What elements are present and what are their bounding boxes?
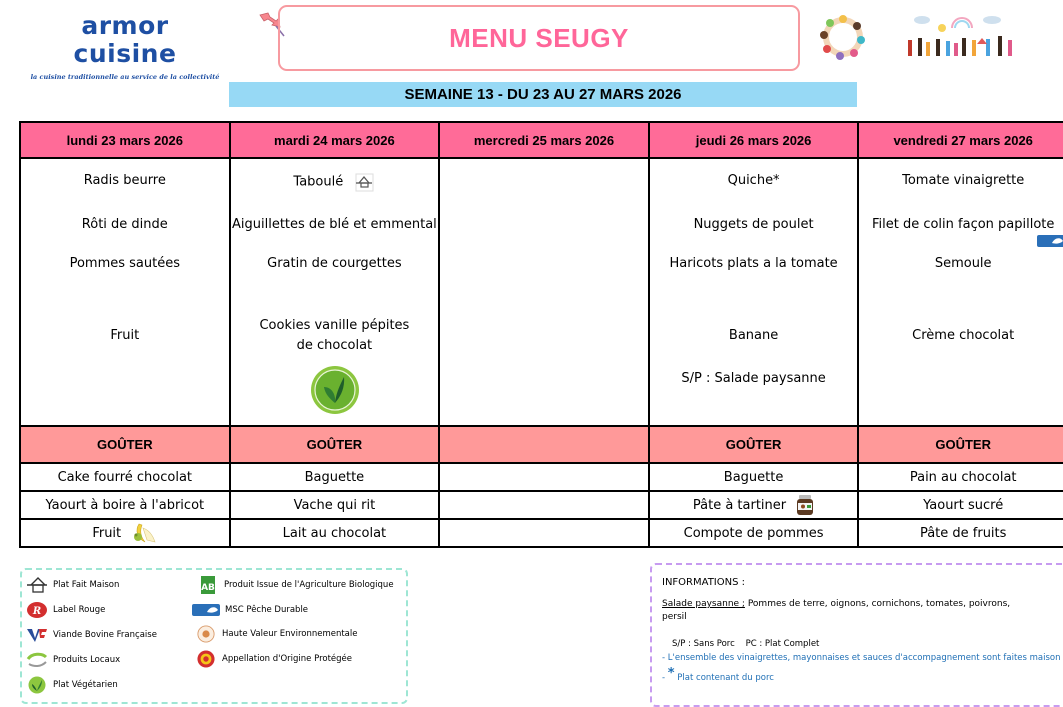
- legend-item: [26, 576, 119, 594]
- hve-icon: [195, 625, 217, 643]
- day-header-monday: lundi 23 mars 2026: [20, 122, 230, 158]
- info-note-homemade-sauces: - L'ensemble des vinaigrettes, mayonnaises et sauces d'accompagnement sont faites maison: [662, 653, 1061, 663]
- dish-side: Gratin de courgettes: [267, 256, 402, 271]
- legend-label: Produit Issue de l'Agriculture Biologique: [224, 580, 394, 590]
- dish-main: Rôti de dinde: [81, 217, 168, 232]
- info-salade-text2: persil: [662, 612, 687, 622]
- legend-item: [197, 576, 394, 594]
- logo-tagline: la cuisine traditionnelle au service de la collectivité: [30, 73, 220, 81]
- gouter-header-row: [20, 426, 1063, 463]
- title-box: [278, 5, 800, 71]
- gouter-header-monday: GOÛTER: [20, 426, 230, 463]
- meal-cell-thursday: [649, 158, 859, 426]
- dish-starter-label: Taboulé: [293, 174, 344, 190]
- legend-item: [26, 651, 120, 669]
- legend-item: [192, 601, 308, 619]
- snack-row: [20, 519, 1063, 547]
- dish-starter: Radis beurre: [83, 173, 166, 188]
- snack-cell: [20, 519, 230, 547]
- dish-main: Filet de colin façon papillote: [871, 217, 1055, 232]
- legend-item: [26, 676, 118, 694]
- info-salade-label: Salade paysanne ;: [662, 599, 745, 609]
- dish-main: Nuggets de poulet: [693, 217, 814, 232]
- snack-cell: Yaourt à boire à l'abricot: [20, 491, 230, 519]
- house-made-icon: [353, 171, 375, 193]
- dish-side: Haricots plats a la tomate: [669, 256, 838, 271]
- dish-pork-free-alt: S/P : Salade paysanne: [681, 371, 826, 386]
- dish-dessert: Banane: [728, 328, 779, 343]
- asterisk-icon: *: [667, 666, 675, 681]
- kids-circle-illustration: [818, 12, 868, 62]
- menu-table: [19, 121, 1063, 548]
- legend-label: Label Rouge: [53, 605, 106, 615]
- legend-label: Appellation d'Origine Protégée: [222, 654, 353, 664]
- meal-cell-tuesday: [230, 158, 440, 426]
- msc-label-icon: [1037, 235, 1063, 247]
- day-header-wednesday: mercredi 25 mars 2026: [439, 122, 649, 158]
- produits-locaux-icon: [26, 651, 48, 669]
- day-header-tuesday: mardi 24 mars 2026: [230, 122, 440, 158]
- week-banner: [229, 82, 857, 107]
- page-title: MENU SEUGY: [449, 22, 629, 53]
- snack-cell: [439, 491, 649, 519]
- label-rouge-icon: [26, 601, 48, 619]
- gouter-header-wednesday: [439, 426, 649, 463]
- dish-dessert: Cookies vanille pépites de chocolat: [259, 318, 410, 353]
- legend-item: [195, 625, 357, 643]
- info-note-pork-text: Plat contenant du porc: [674, 673, 774, 683]
- gouter-header-tuesday: GOÛTER: [230, 426, 440, 463]
- info-salade-line: [662, 599, 1010, 609]
- day-header-row: [20, 122, 1063, 158]
- legend-label: Plat Fait Maison: [53, 580, 120, 590]
- banana-fruit-icon: [131, 522, 157, 544]
- gouter-header-thursday: GOÛTER: [649, 426, 859, 463]
- info-note-dash: -: [662, 673, 668, 683]
- snack-cell: [439, 519, 649, 547]
- legend-label: Plat Végétarien: [53, 680, 118, 690]
- legend-label: Haute Valeur Environnementale: [222, 629, 358, 639]
- snack-row: [20, 463, 1063, 491]
- info-abbreviations: S/P : Sans Porc PC : Plat Complet: [672, 639, 820, 649]
- snack-cell: Vache qui rit: [230, 491, 440, 519]
- spread-jar-icon: [796, 494, 814, 516]
- dish-side: Pommes sautées: [69, 256, 180, 271]
- week-banner-text: SEMAINE 13 - DU 23 AU 27 MARS 2026: [404, 86, 682, 103]
- dish-dessert: Crème chocolat: [912, 328, 1015, 343]
- snack-cell: [649, 491, 859, 519]
- snack-cell: Pâte de fruits: [858, 519, 1063, 547]
- snack-cell: Pain au chocolat: [858, 463, 1063, 491]
- meal-cell-friday: [858, 158, 1063, 426]
- svg-text:R: R: [32, 606, 42, 617]
- vegetarian-leaf-icon: [26, 676, 48, 694]
- aop-icon: [195, 650, 217, 668]
- snack-label: Pâte à tartiner: [692, 497, 787, 513]
- legend-item: [26, 626, 157, 644]
- dish-main: Aiguillettes de blé et emmental: [232, 217, 437, 232]
- armor-cuisine-logo: [30, 11, 220, 81]
- snack-cell: [439, 463, 649, 491]
- dish-dessert: Fruit: [110, 328, 140, 343]
- snack-label: Fruit: [92, 525, 122, 541]
- msc-label-icon: [192, 601, 220, 619]
- snack-cell: Yaourt sucré: [858, 491, 1063, 519]
- snack-cell: Baguette: [649, 463, 859, 491]
- svg-text:AB: AB: [201, 583, 215, 593]
- legend-label: Viande Bovine Française: [53, 630, 157, 640]
- legend-item: [26, 601, 105, 619]
- info-title: INFORMATIONS :: [662, 577, 745, 588]
- gouter-header-friday: GOÛTER: [858, 426, 1063, 463]
- legend-item: [195, 650, 352, 668]
- snack-cell: Baguette: [230, 463, 440, 491]
- day-header-thursday: jeudi 26 mars 2026: [649, 122, 859, 158]
- kids-drawing-illustration: [902, 12, 1020, 62]
- dish-side: Semoule: [934, 256, 992, 271]
- info-salade-text: Pommes de terre, oignons, cornichons, tomates, poivrons,: [744, 599, 1011, 609]
- meal-cell-wednesday: [439, 158, 649, 426]
- meal-row: [20, 158, 1063, 426]
- dish-starter: Tomate vinaigrette: [902, 173, 1025, 188]
- ab-organic-icon: [197, 576, 219, 594]
- legend-label: MSC Pêche Durable: [225, 605, 309, 615]
- legend-box: [20, 568, 408, 704]
- snack-row: [20, 491, 1063, 519]
- snack-cell: Lait au chocolat: [230, 519, 440, 547]
- vegetarian-leaf-icon: [310, 365, 360, 415]
- snack-cell: Compote de pommes: [649, 519, 859, 547]
- dish-starter: [231, 171, 439, 193]
- house-made-icon: [26, 576, 48, 594]
- information-box: [650, 563, 1063, 707]
- dish-starter: Quiche*: [727, 173, 780, 188]
- snack-cell: Cake fourré chocolat: [20, 463, 230, 491]
- info-note-pork: [662, 666, 774, 684]
- logo-brand: armor cuisine: [73, 11, 177, 68]
- legend-label: Produits Locaux: [53, 655, 121, 665]
- day-header-friday: vendredi 27 mars 2026: [858, 122, 1063, 158]
- meal-cell-monday: [20, 158, 230, 426]
- vbf-icon: [26, 626, 48, 644]
